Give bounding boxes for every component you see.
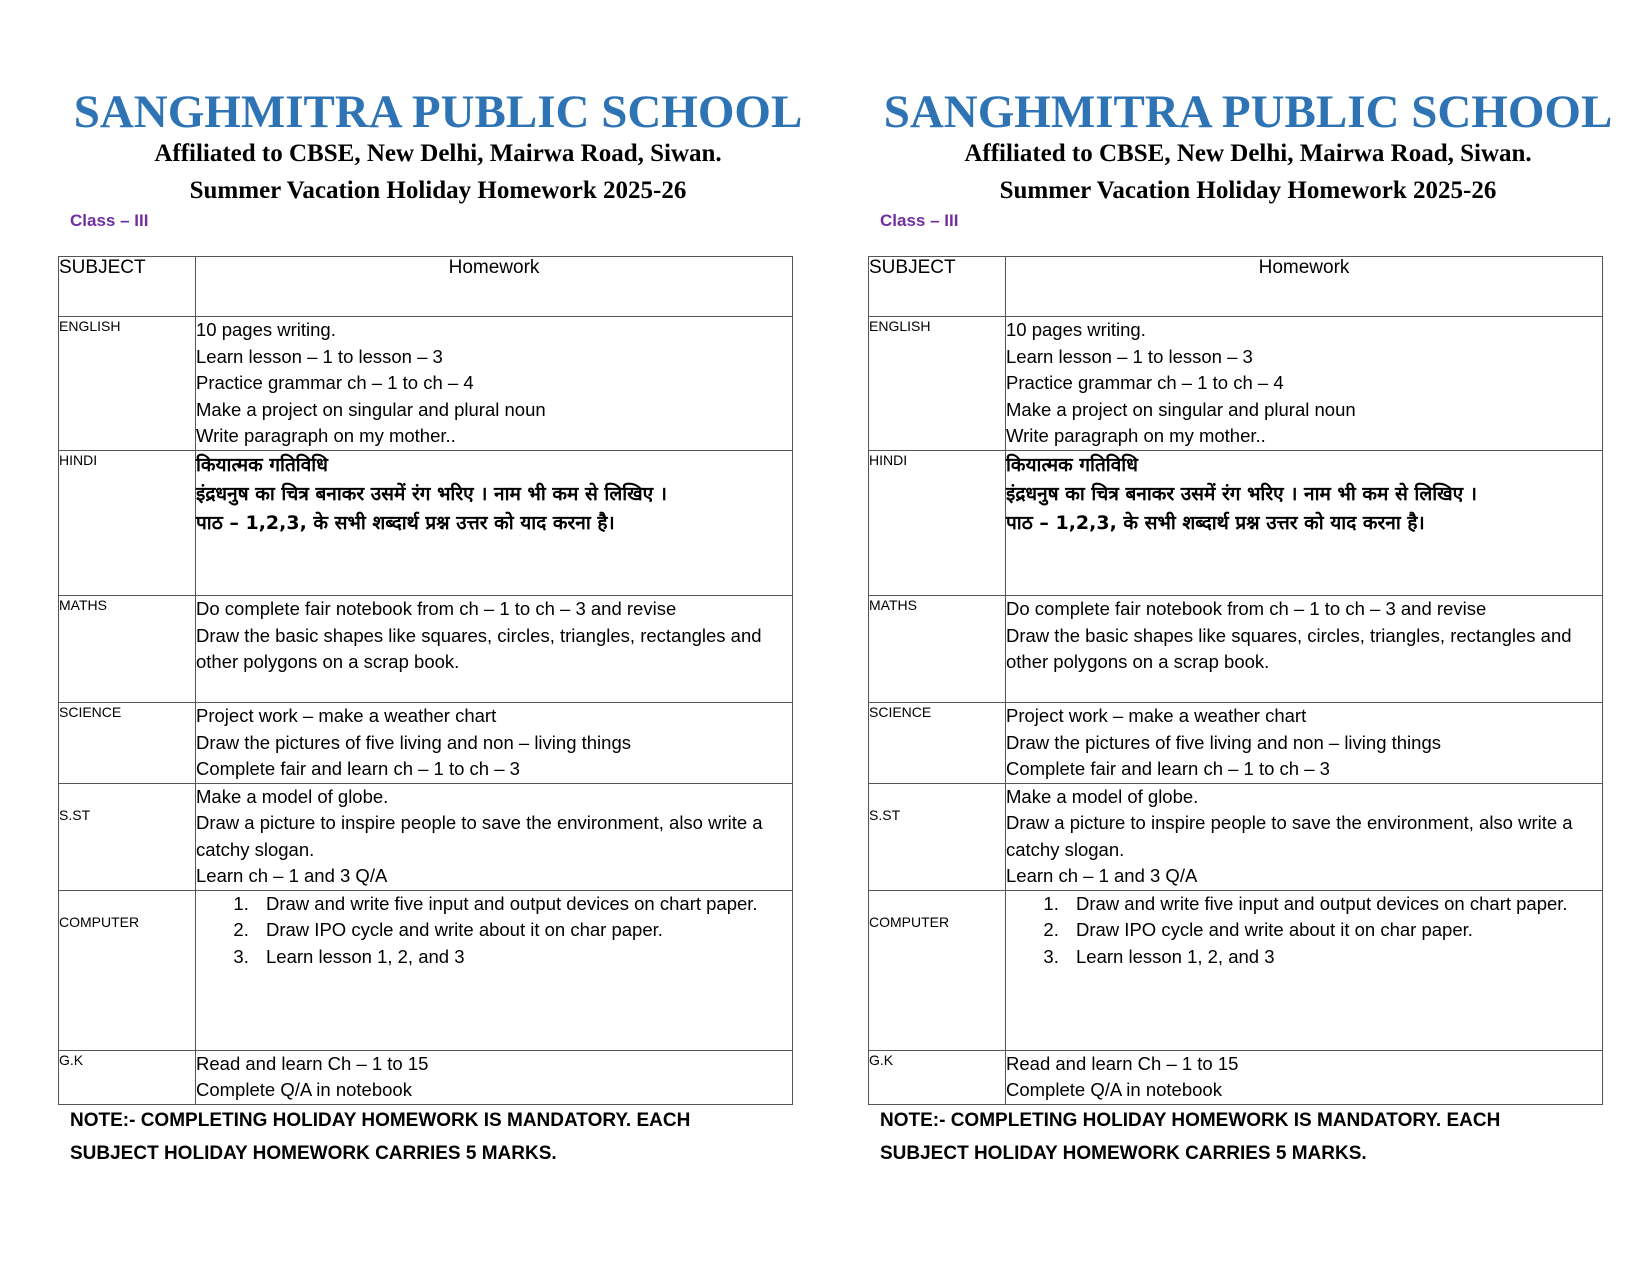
subject-cell: S.ST bbox=[59, 783, 196, 890]
subject-cell: G.K bbox=[869, 1050, 1006, 1104]
homework-line: Draw a picture to inspire people to save the environment, also write a catchy slogan. bbox=[196, 812, 763, 860]
table-row-science bbox=[59, 703, 793, 784]
table-row-science bbox=[869, 703, 1603, 784]
subject-header: SUBJECT bbox=[59, 257, 196, 317]
homework-line: Draw a picture to inspire people to save the environment, also write a catchy slogan. bbox=[1006, 812, 1573, 860]
homework-table bbox=[868, 256, 1603, 1105]
homework-line: Read and learn Ch – 1 to 15 bbox=[196, 1052, 429, 1074]
homework-line: Write paragraph on my mother.. bbox=[196, 425, 456, 446]
homework-line: Project work – make a weather chart bbox=[196, 705, 497, 726]
list-item: 2. Draw IPO cycle and write about it on char paper. bbox=[1064, 917, 1602, 944]
table-row-english bbox=[59, 317, 793, 451]
header-row bbox=[869, 257, 1603, 317]
homework-line: Make a project on singular and plural noun bbox=[1006, 398, 1356, 420]
class-label: Class – III bbox=[70, 211, 149, 230]
list-item: 3. Learn lesson 1, 2, and 3 bbox=[1064, 944, 1602, 971]
homework-cell bbox=[1006, 703, 1603, 784]
header-row bbox=[59, 257, 793, 317]
homework-cell bbox=[196, 783, 793, 890]
homework-line: 10 pages writing. bbox=[1006, 319, 1146, 340]
homework-cell bbox=[196, 890, 793, 1050]
list-item: 3. Learn lesson 1, 2, and 3 bbox=[254, 944, 792, 971]
table-row-english bbox=[869, 317, 1603, 451]
homework-line: Complete fair and learn ch – 1 to ch – 3 bbox=[1006, 758, 1330, 779]
subject-cell: HINDI bbox=[59, 451, 196, 596]
mandatory-note: NOTE:- COMPLETING HOLIDAY HOMEWORK IS MANDATORY. EACH SUBJECT HOLIDAY HOMEWORK CARRIES 5 MARKS. bbox=[880, 1110, 1501, 1164]
affiliation-line: Affiliated to CBSE, New Delhi, Mairwa Road, Siwan. bbox=[154, 140, 722, 167]
computer-task-list bbox=[1006, 891, 1602, 971]
homework-cell bbox=[1006, 451, 1603, 596]
homework-line: Complete Q/A in notebook bbox=[1006, 1079, 1222, 1100]
homework-line: Make a project on singular and plural noun bbox=[196, 398, 546, 420]
homework-title: Summer Vacation Holiday Homework 2025-26 bbox=[999, 177, 1497, 204]
homework-cell bbox=[1006, 317, 1603, 451]
subject-cell: SCIENCE bbox=[869, 703, 1006, 784]
table-row-gk bbox=[869, 1050, 1603, 1104]
table-row-maths bbox=[59, 596, 793, 703]
homework-line: इंद्रधनुष का चित्र बनाकर उसमें रंग भरिए । नाम भी कम से लिखिए । bbox=[1006, 483, 1478, 505]
homework-sheet-right bbox=[868, 0, 1628, 1275]
affiliation-line: Affiliated to CBSE, New Delhi, Mairwa Road, Siwan. bbox=[964, 140, 1532, 167]
homework-cell bbox=[196, 596, 793, 703]
homework-line: 10 pages writing. bbox=[196, 319, 336, 340]
homework-line: Draw the pictures of five living and non – living things bbox=[196, 731, 631, 753]
mandatory-note: NOTE:- COMPLETING HOLIDAY HOMEWORK IS MANDATORY. EACH SUBJECT HOLIDAY HOMEWORK CARRIES 5 MARKS. bbox=[70, 1110, 691, 1164]
subject-cell: COMPUTER bbox=[59, 890, 196, 1050]
homework-line: कियात्मक गतिविधि bbox=[196, 454, 328, 476]
school-name: SANGHMITRA PUBLIC SCHOOL bbox=[73, 86, 803, 138]
table-row-maths bbox=[869, 596, 1603, 703]
homework-table bbox=[58, 256, 793, 1105]
homework-line: Practice grammar ch – 1 to ch – 4 bbox=[196, 372, 474, 393]
homework-line: पाठ – 1,2,3, के सभी शब्दार्थ प्रश्न उत्तर को याद करना है। bbox=[196, 512, 615, 534]
homework-cell bbox=[196, 703, 793, 784]
subject-cell: ENGLISH bbox=[59, 317, 196, 451]
subject-cell: G.K bbox=[59, 1050, 196, 1104]
homework-cell bbox=[196, 317, 793, 451]
homework-line: कियात्मक गतिविधि bbox=[1006, 454, 1138, 476]
list-item: 1. Draw and write five input and output devices on chart paper. bbox=[1064, 891, 1602, 918]
computer-task-list bbox=[196, 891, 792, 971]
homework-line: पाठ – 1,2,3, के सभी शब्दार्थ प्रश्न उत्तर को याद करना है। bbox=[1006, 512, 1425, 534]
subject-cell: COMPUTER bbox=[869, 890, 1006, 1050]
homework-line: Draw the pictures of five living and non – living things bbox=[1006, 731, 1441, 753]
homework-line: Complete fair and learn ch – 1 to ch – 3 bbox=[196, 758, 520, 779]
homework-header: Homework bbox=[196, 257, 793, 317]
subject-header: SUBJECT bbox=[869, 257, 1006, 317]
homework-line: Practice grammar ch – 1 to ch – 4 bbox=[1006, 372, 1284, 393]
subject-cell: S.ST bbox=[869, 783, 1006, 890]
homework-line: Read and learn Ch – 1 to 15 bbox=[1006, 1052, 1239, 1074]
list-item: 2. Draw IPO cycle and write about it on char paper. bbox=[254, 917, 792, 944]
homework-line: इंद्रधनुष का चित्र बनाकर उसमें रंग भरिए । नाम भी कम से लिखिए । bbox=[196, 483, 668, 505]
homework-line: Make a model of globe. bbox=[196, 785, 389, 807]
homework-line: Project work – make a weather chart bbox=[1006, 705, 1307, 726]
homework-cell bbox=[196, 451, 793, 596]
homework-line: Write paragraph on my mother.. bbox=[1006, 425, 1266, 446]
table-row-hindi bbox=[59, 451, 793, 596]
table-row-sst bbox=[59, 783, 793, 890]
homework-title: Summer Vacation Holiday Homework 2025-26 bbox=[189, 177, 687, 204]
list-item: 1. Draw and write five input and output devices on chart paper. bbox=[254, 891, 792, 918]
homework-cell bbox=[1006, 783, 1603, 890]
homework-line: Do complete fair notebook from ch – 1 to ch – 3 and revise bbox=[196, 598, 677, 619]
homework-sheet-left bbox=[58, 0, 818, 1275]
subject-cell: MATHS bbox=[59, 596, 196, 703]
homework-line: Make a model of globe. bbox=[1006, 785, 1199, 807]
table-row-gk bbox=[59, 1050, 793, 1104]
subject-cell: MATHS bbox=[869, 596, 1006, 703]
homework-line: Do complete fair notebook from ch – 1 to ch – 3 and revise bbox=[1006, 598, 1487, 619]
homework-cell bbox=[1006, 890, 1603, 1050]
subject-cell: HINDI bbox=[869, 451, 1006, 596]
homework-header: Homework bbox=[1006, 257, 1603, 317]
homework-line: Complete Q/A in notebook bbox=[196, 1079, 412, 1100]
homework-line: Draw the basic shapes like squares, circles, triangles, rectangles and other polygons on a scrap book. bbox=[196, 624, 762, 672]
homework-line: Learn lesson – 1 to lesson – 3 bbox=[1006, 345, 1253, 367]
homework-cell bbox=[1006, 1050, 1603, 1104]
homework-line: Learn ch – 1 and 3 Q/A bbox=[196, 865, 388, 886]
homework-cell bbox=[196, 1050, 793, 1104]
subject-cell: ENGLISH bbox=[869, 317, 1006, 451]
school-name: SANGHMITRA PUBLIC SCHOOL bbox=[883, 86, 1613, 138]
class-label: Class – III bbox=[880, 211, 959, 230]
homework-line: Learn lesson – 1 to lesson – 3 bbox=[196, 345, 443, 367]
table-row-computer bbox=[59, 890, 793, 1050]
table-row-hindi bbox=[869, 451, 1603, 596]
homework-cell bbox=[1006, 596, 1603, 703]
homework-line: Draw the basic shapes like squares, circles, triangles, rectangles and other polygons on a scrap book. bbox=[1006, 624, 1572, 672]
subject-cell: SCIENCE bbox=[59, 703, 196, 784]
homework-line: Learn ch – 1 and 3 Q/A bbox=[1006, 865, 1198, 886]
table-row-computer bbox=[869, 890, 1603, 1050]
table-row-sst bbox=[869, 783, 1603, 890]
